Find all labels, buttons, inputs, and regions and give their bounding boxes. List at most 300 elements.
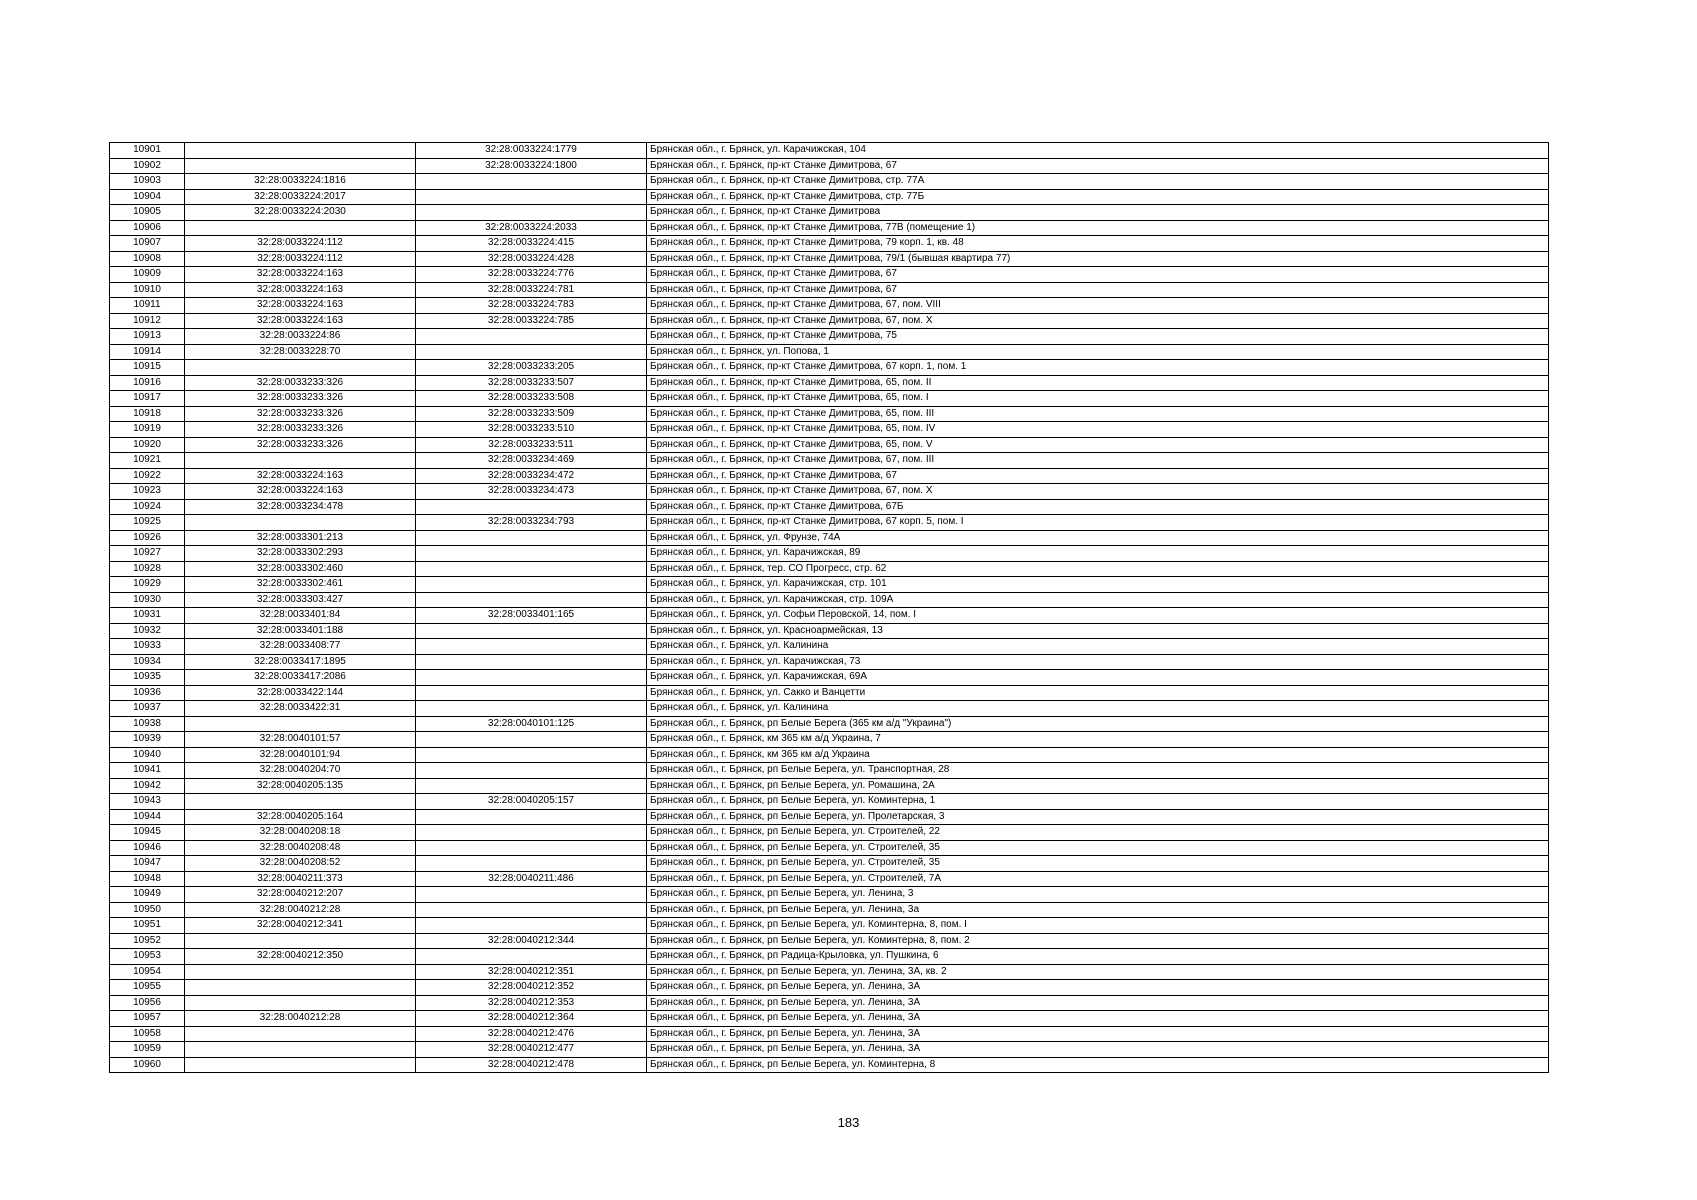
table-row (110, 515, 1549, 531)
table-row (110, 980, 1549, 996)
address-cell: Брянская обл., г. Брянск, ул. Карачижская, стр. 109А (647, 592, 1549, 608)
land-cadastral-number-cell: 32:28:0033224:163 (185, 282, 416, 298)
row-number-cell: 10926 (110, 530, 185, 546)
building-cadastral-number-cell (416, 778, 647, 794)
address-cell: Брянская обл., г. Брянск, рп Белые Берега, ул. Коминтерна, 8, пом. I (647, 918, 1549, 934)
address-cell: Брянская обл., г. Брянск, ул. Фрунзе, 74А (647, 530, 1549, 546)
row-number-cell: 10922 (110, 468, 185, 484)
address-cell: Брянская обл., г. Брянск, рп Белые Берега, ул. Ленина, 3А, кв. 2 (647, 964, 1549, 980)
table-row (110, 298, 1549, 314)
land-cadastral-number-cell (185, 158, 416, 174)
table-row (110, 732, 1549, 748)
row-number-cell: 10950 (110, 902, 185, 918)
row-number-cell: 10925 (110, 515, 185, 531)
address-cell: Брянская обл., г. Брянск, ул. Калинина (647, 701, 1549, 717)
building-cadastral-number-cell: 32:28:0033401:165 (416, 608, 647, 624)
address-cell: Брянская обл., г. Брянск, пр-кт Станке Димитрова, 75 (647, 329, 1549, 345)
row-number-cell: 10924 (110, 499, 185, 515)
land-cadastral-number-cell: 32:28:0040212:350 (185, 949, 416, 965)
row-number-cell: 10946 (110, 840, 185, 856)
address-cell: Брянская обл., г. Брянск, пр-кт Станке Димитрова, 67 (647, 267, 1549, 283)
land-cadastral-number-cell: 32:28:0033224:163 (185, 267, 416, 283)
row-number-cell: 10930 (110, 592, 185, 608)
row-number-cell: 10941 (110, 763, 185, 779)
building-cadastral-number-cell (416, 809, 647, 825)
land-cadastral-number-cell: 32:28:0033224:86 (185, 329, 416, 345)
land-cadastral-number-cell: 32:28:0033224:163 (185, 468, 416, 484)
land-cadastral-number-cell: 32:28:0040205:135 (185, 778, 416, 794)
table-row (110, 282, 1549, 298)
property-table (109, 142, 1549, 1073)
table-row (110, 174, 1549, 190)
land-cadastral-number-cell (185, 716, 416, 732)
land-cadastral-number-cell: 32:28:0040212:207 (185, 887, 416, 903)
building-cadastral-number-cell (416, 530, 647, 546)
address-cell: Брянская обл., г. Брянск, пр-кт Станке Димитрова, 67, пом. X (647, 313, 1549, 329)
land-cadastral-number-cell: 32:28:0033228:70 (185, 344, 416, 360)
building-cadastral-number-cell (416, 887, 647, 903)
land-cadastral-number-cell: 32:28:0033408:77 (185, 639, 416, 655)
row-number-cell: 10949 (110, 887, 185, 903)
address-cell: Брянская обл., г. Брянск, ул. Красноармейская, 13 (647, 623, 1549, 639)
table-row (110, 887, 1549, 903)
table-row (110, 949, 1549, 965)
building-cadastral-number-cell: 32:28:0040212:353 (416, 995, 647, 1011)
table-row (110, 809, 1549, 825)
address-cell: Брянская обл., г. Брянск, рп Белые Берега, ул. Ленина, 3а (647, 902, 1549, 918)
row-number-cell: 10932 (110, 623, 185, 639)
table-row (110, 267, 1549, 283)
land-cadastral-number-cell: 32:28:0033233:326 (185, 406, 416, 422)
building-cadastral-number-cell: 32:28:0040212:477 (416, 1042, 647, 1058)
address-cell: Брянская обл., г. Брянск, рп Белые Берега, ул. Ленина, 3А (647, 1042, 1549, 1058)
building-cadastral-number-cell (416, 174, 647, 190)
address-cell: Брянская обл., г. Брянск, рп Радица-Крыловка, ул. Пушкина, 6 (647, 949, 1549, 965)
address-cell: Брянская обл., г. Брянск, рп Белые Берега, ул. Ленина, 3 (647, 887, 1549, 903)
building-cadastral-number-cell (416, 902, 647, 918)
building-cadastral-number-cell: 32:28:0040101:125 (416, 716, 647, 732)
land-cadastral-number-cell: 32:28:0040212:28 (185, 1011, 416, 1027)
table-row (110, 654, 1549, 670)
table-row (110, 236, 1549, 252)
row-number-cell: 10954 (110, 964, 185, 980)
row-number-cell: 10918 (110, 406, 185, 422)
row-number-cell: 10910 (110, 282, 185, 298)
row-number-cell: 10928 (110, 561, 185, 577)
land-cadastral-number-cell: 32:28:0033224:2017 (185, 189, 416, 205)
row-number-cell: 10921 (110, 453, 185, 469)
building-cadastral-number-cell: 32:28:0033224:783 (416, 298, 647, 314)
building-cadastral-number-cell (416, 701, 647, 717)
address-cell: Брянская обл., г. Брянск, ул. Попова, 1 (647, 344, 1549, 360)
address-cell: Брянская обл., г. Брянск, пр-кт Станке Димитрова, 67 корп. 5, пом. I (647, 515, 1549, 531)
building-cadastral-number-cell: 32:28:0040211:486 (416, 871, 647, 887)
table-row (110, 918, 1549, 934)
address-cell: Брянская обл., г. Брянск, рп Белые Берега, ул. Коминтерна, 1 (647, 794, 1549, 810)
address-cell: Брянская обл., г. Брянск, ул. Калинина (647, 639, 1549, 655)
building-cadastral-number-cell (416, 670, 647, 686)
table-row (110, 623, 1549, 639)
address-cell: Брянская обл., г. Брянск, пр-кт Станке Димитрова, 67 (647, 282, 1549, 298)
building-cadastral-number-cell (416, 856, 647, 872)
building-cadastral-number-cell (416, 561, 647, 577)
building-cadastral-number-cell: 32:28:0040205:157 (416, 794, 647, 810)
land-cadastral-number-cell (185, 995, 416, 1011)
address-cell: Брянская обл., г. Брянск, рп Белые Берега, ул. Ленина, 3А (647, 1026, 1549, 1042)
land-cadastral-number-cell: 32:28:0040208:52 (185, 856, 416, 872)
building-cadastral-number-cell (416, 918, 647, 934)
address-cell: Брянская обл., г. Брянск, пр-кт Станке Димитрова, 67, пом. III (647, 453, 1549, 469)
address-cell: Брянская обл., г. Брянск, пр-кт Станке Димитрова, 79 корп. 1, кв. 48 (647, 236, 1549, 252)
row-number-cell: 10936 (110, 685, 185, 701)
address-cell: Брянская обл., г. Брянск, пр-кт Станке Димитрова, 65, пом. I (647, 391, 1549, 407)
building-cadastral-number-cell: 32:28:0033224:781 (416, 282, 647, 298)
table-row (110, 205, 1549, 221)
building-cadastral-number-cell: 32:28:0033234:473 (416, 484, 647, 500)
row-number-cell: 10917 (110, 391, 185, 407)
row-number-cell: 10948 (110, 871, 185, 887)
building-cadastral-number-cell (416, 685, 647, 701)
address-cell: Брянская обл., г. Брянск, рп Белые Берега, ул. Ленина, 3А (647, 995, 1549, 1011)
land-cadastral-number-cell: 32:28:0033302:460 (185, 561, 416, 577)
land-cadastral-number-cell: 32:28:0040205:164 (185, 809, 416, 825)
address-cell: Брянская обл., г. Брянск, ул. Карачижская, стр. 101 (647, 577, 1549, 593)
building-cadastral-number-cell: 32:28:0040212:344 (416, 933, 647, 949)
building-cadastral-number-cell: 32:28:0040212:352 (416, 980, 647, 996)
building-cadastral-number-cell: 32:28:0033224:1779 (416, 143, 647, 159)
address-cell: Брянская обл., г. Брянск, пр-кт Станке Димитрова, 67, пом. X (647, 484, 1549, 500)
table-row (110, 329, 1549, 345)
land-cadastral-number-cell: 32:28:0033233:326 (185, 437, 416, 453)
row-number-cell: 10906 (110, 220, 185, 236)
table-row (110, 484, 1549, 500)
address-cell: Брянская обл., г. Брянск, ул. Карачижская, 73 (647, 654, 1549, 670)
land-cadastral-number-cell (185, 964, 416, 980)
land-cadastral-number-cell: 32:28:0040208:48 (185, 840, 416, 856)
table-row (110, 1026, 1549, 1042)
row-number-cell: 10944 (110, 809, 185, 825)
row-number-cell: 10915 (110, 360, 185, 376)
table-row (110, 1057, 1549, 1073)
table-row (110, 143, 1549, 159)
row-number-cell: 10947 (110, 856, 185, 872)
row-number-cell: 10960 (110, 1057, 185, 1073)
building-cadastral-number-cell: 32:28:0033233:508 (416, 391, 647, 407)
row-number-cell: 10908 (110, 251, 185, 267)
address-cell: Брянская обл., г. Брянск, тер. СО Прогресс, стр. 62 (647, 561, 1549, 577)
land-cadastral-number-cell (185, 980, 416, 996)
address-cell: Брянская обл., г. Брянск, рп Белые Берега, ул. Пролетарская, 3 (647, 809, 1549, 825)
row-number-cell: 10945 (110, 825, 185, 841)
building-cadastral-number-cell (416, 344, 647, 360)
table-row (110, 701, 1549, 717)
row-number-cell: 10905 (110, 205, 185, 221)
address-cell: Брянская обл., г. Брянск, пр-кт Станке Димитрова, 77В (помещение 1) (647, 220, 1549, 236)
table-row (110, 778, 1549, 794)
land-cadastral-number-cell: 32:28:0033224:163 (185, 484, 416, 500)
table-row (110, 189, 1549, 205)
address-cell: Брянская обл., г. Брянск, ул. Сакко и Ванцетти (647, 685, 1549, 701)
table-row (110, 437, 1549, 453)
row-number-cell: 10943 (110, 794, 185, 810)
table-row (110, 995, 1549, 1011)
land-cadastral-number-cell: 32:28:0033417:2086 (185, 670, 416, 686)
address-cell: Брянская обл., г. Брянск, рп Белые Берега (365 км а/д "Украина") (647, 716, 1549, 732)
table-row (110, 1011, 1549, 1027)
land-cadastral-number-cell (185, 515, 416, 531)
row-number-cell: 10933 (110, 639, 185, 655)
table-row (110, 902, 1549, 918)
address-cell: Брянская обл., г. Брянск, пр-кт Станке Димитрова, 67, пом. VIII (647, 298, 1549, 314)
table-row (110, 561, 1549, 577)
building-cadastral-number-cell (416, 639, 647, 655)
row-number-cell: 10934 (110, 654, 185, 670)
land-cadastral-number-cell (185, 933, 416, 949)
row-number-cell: 10957 (110, 1011, 185, 1027)
row-number-cell: 10955 (110, 980, 185, 996)
row-number-cell: 10940 (110, 747, 185, 763)
land-cadastral-number-cell: 32:28:0033224:112 (185, 236, 416, 252)
table-row (110, 933, 1549, 949)
land-cadastral-number-cell: 32:28:0033417:1895 (185, 654, 416, 670)
building-cadastral-number-cell (416, 329, 647, 345)
building-cadastral-number-cell (416, 189, 647, 205)
building-cadastral-number-cell (416, 546, 647, 562)
row-number-cell: 10937 (110, 701, 185, 717)
land-cadastral-number-cell: 32:28:0033301:213 (185, 530, 416, 546)
row-number-cell: 10903 (110, 174, 185, 190)
building-cadastral-number-cell: 32:28:0033233:510 (416, 422, 647, 438)
land-cadastral-number-cell: 32:28:0033224:1816 (185, 174, 416, 190)
table-row (110, 158, 1549, 174)
address-cell: Брянская обл., г. Брянск, пр-кт Станке Димитрова, 67 (647, 158, 1549, 174)
table-row (110, 530, 1549, 546)
row-number-cell: 10938 (110, 716, 185, 732)
table-row (110, 499, 1549, 515)
table-row (110, 825, 1549, 841)
table-row (110, 344, 1549, 360)
address-cell: Брянская обл., г. Брянск, пр-кт Станке Димитрова (647, 205, 1549, 221)
row-number-cell: 10907 (110, 236, 185, 252)
building-cadastral-number-cell (416, 825, 647, 841)
table-row (110, 716, 1549, 732)
address-cell: Брянская обл., г. Брянск, пр-кт Станке Димитрова, 65, пом. V (647, 437, 1549, 453)
table-row (110, 871, 1549, 887)
building-cadastral-number-cell: 32:28:0033233:507 (416, 375, 647, 391)
row-number-cell: 10923 (110, 484, 185, 500)
address-cell: Брянская обл., г. Брянск, ул. Софьи Перовской, 14, пом. I (647, 608, 1549, 624)
table-row (110, 453, 1549, 469)
table-row (110, 220, 1549, 236)
land-cadastral-number-cell: 32:28:0033303:427 (185, 592, 416, 608)
page-number: 183 (837, 1115, 860, 1130)
address-cell: Брянская обл., г. Брянск, рп Белые Берега, ул. Строителей, 22 (647, 825, 1549, 841)
land-cadastral-number-cell: 32:28:0040212:28 (185, 902, 416, 918)
table-row (110, 391, 1549, 407)
address-cell: Брянская обл., г. Брянск, ул. Карачижская, 104 (647, 143, 1549, 159)
land-cadastral-number-cell: 32:28:0033234:478 (185, 499, 416, 515)
address-cell: Брянская обл., г. Брянск, пр-кт Станке Димитрова, 65, пом. III (647, 406, 1549, 422)
building-cadastral-number-cell (416, 949, 647, 965)
address-cell: Брянская обл., г. Брянск, рп Белые Берега, ул. Транспортная, 28 (647, 763, 1549, 779)
row-number-cell: 10939 (110, 732, 185, 748)
building-cadastral-number-cell (416, 205, 647, 221)
building-cadastral-number-cell: 32:28:0033224:428 (416, 251, 647, 267)
building-cadastral-number-cell (416, 840, 647, 856)
address-cell: Брянская обл., г. Брянск, пр-кт Станке Димитрова, 65, пом. II (647, 375, 1549, 391)
address-cell: Брянская обл., г. Брянск, рп Белые Берега, ул. Строителей, 35 (647, 856, 1549, 872)
address-cell: Брянская обл., г. Брянск, рп Белые Берега, ул. Коминтерна, 8 (647, 1057, 1549, 1073)
row-number-cell: 10914 (110, 344, 185, 360)
building-cadastral-number-cell: 32:28:0040212:476 (416, 1026, 647, 1042)
address-cell: Брянская обл., г. Брянск, рп Белые Берега, ул. Ромашина, 2А (647, 778, 1549, 794)
building-cadastral-number-cell: 32:28:0040212:478 (416, 1057, 647, 1073)
table-row (110, 794, 1549, 810)
land-cadastral-number-cell: 32:28:0033224:112 (185, 251, 416, 267)
building-cadastral-number-cell: 32:28:0033234:469 (416, 453, 647, 469)
row-number-cell: 10959 (110, 1042, 185, 1058)
building-cadastral-number-cell (416, 592, 647, 608)
address-cell: Брянская обл., г. Брянск, км 365 км а/д Украина, 7 (647, 732, 1549, 748)
land-cadastral-number-cell: 32:28:0033224:163 (185, 298, 416, 314)
address-cell: Брянская обл., г. Брянск, рп Белые Берега, ул. Ленина, 3А (647, 980, 1549, 996)
address-cell: Брянская обл., г. Брянск, ул. Карачижская, 69А (647, 670, 1549, 686)
row-number-cell: 10901 (110, 143, 185, 159)
table-row (110, 375, 1549, 391)
land-cadastral-number-cell: 32:28:0040204:70 (185, 763, 416, 779)
land-cadastral-number-cell: 32:28:0033233:326 (185, 375, 416, 391)
land-cadastral-number-cell: 32:28:0033422:31 (185, 701, 416, 717)
building-cadastral-number-cell: 32:28:0033224:1800 (416, 158, 647, 174)
land-cadastral-number-cell: 32:28:0040101:57 (185, 732, 416, 748)
row-number-cell: 10927 (110, 546, 185, 562)
land-cadastral-number-cell: 32:28:0033302:461 (185, 577, 416, 593)
land-cadastral-number-cell (185, 794, 416, 810)
row-number-cell: 10956 (110, 995, 185, 1011)
land-cadastral-number-cell: 32:28:0033224:2030 (185, 205, 416, 221)
land-cadastral-number-cell: 32:28:0040208:18 (185, 825, 416, 841)
table-row (110, 608, 1549, 624)
row-number-cell: 10911 (110, 298, 185, 314)
row-number-cell: 10916 (110, 375, 185, 391)
row-number-cell: 10942 (110, 778, 185, 794)
table-row (110, 856, 1549, 872)
table-row (110, 251, 1549, 267)
building-cadastral-number-cell (416, 732, 647, 748)
row-number-cell: 10935 (110, 670, 185, 686)
row-number-cell: 10931 (110, 608, 185, 624)
address-cell: Брянская обл., г. Брянск, ул. Карачижская, 89 (647, 546, 1549, 562)
land-cadastral-number-cell: 32:28:0040211:373 (185, 871, 416, 887)
land-cadastral-number-cell: 32:28:0033233:326 (185, 391, 416, 407)
table-row (110, 639, 1549, 655)
address-cell: Брянская обл., г. Брянск, пр-кт Станке Димитрова, стр. 77Б (647, 189, 1549, 205)
address-cell: Брянская обл., г. Брянск, км 365 км а/д Украина (647, 747, 1549, 763)
row-number-cell: 10958 (110, 1026, 185, 1042)
land-cadastral-number-cell (185, 1057, 416, 1073)
building-cadastral-number-cell (416, 747, 647, 763)
row-number-cell: 10929 (110, 577, 185, 593)
building-cadastral-number-cell (416, 763, 647, 779)
table-row (110, 964, 1549, 980)
table-row (110, 577, 1549, 593)
building-cadastral-number-cell: 32:28:0033233:511 (416, 437, 647, 453)
row-number-cell: 10952 (110, 933, 185, 949)
table-row (110, 360, 1549, 376)
row-number-cell: 10902 (110, 158, 185, 174)
building-cadastral-number-cell: 32:28:0040212:351 (416, 964, 647, 980)
row-number-cell: 10951 (110, 918, 185, 934)
land-cadastral-number-cell: 32:28:0040101:94 (185, 747, 416, 763)
table-row (110, 313, 1549, 329)
building-cadastral-number-cell (416, 499, 647, 515)
building-cadastral-number-cell: 32:28:0033233:509 (416, 406, 647, 422)
land-cadastral-number-cell: 32:28:0040212:341 (185, 918, 416, 934)
building-cadastral-number-cell: 32:28:0033224:415 (416, 236, 647, 252)
land-cadastral-number-cell: 32:28:0033233:326 (185, 422, 416, 438)
land-cadastral-number-cell: 32:28:0033422:144 (185, 685, 416, 701)
address-cell: Брянская обл., г. Брянск, рп Белые Берега, ул. Строителей, 7А (647, 871, 1549, 887)
land-cadastral-number-cell (185, 1026, 416, 1042)
table-row (110, 468, 1549, 484)
building-cadastral-number-cell: 32:28:0033224:785 (416, 313, 647, 329)
building-cadastral-number-cell: 32:28:0033224:776 (416, 267, 647, 283)
building-cadastral-number-cell: 32:28:0033234:472 (416, 468, 647, 484)
address-cell: Брянская обл., г. Брянск, пр-кт Станке Димитрова, 67 (647, 468, 1549, 484)
land-cadastral-number-cell (185, 143, 416, 159)
row-number-cell: 10909 (110, 267, 185, 283)
land-cadastral-number-cell (185, 360, 416, 376)
table-row (110, 747, 1549, 763)
address-cell: Брянская обл., г. Брянск, рп Белые Берега, ул. Строителей, 35 (647, 840, 1549, 856)
row-number-cell: 10920 (110, 437, 185, 453)
table-row (110, 685, 1549, 701)
table-row (110, 763, 1549, 779)
land-cadastral-number-cell (185, 453, 416, 469)
row-number-cell: 10904 (110, 189, 185, 205)
row-number-cell: 10912 (110, 313, 185, 329)
table-row (110, 592, 1549, 608)
land-cadastral-number-cell: 32:28:0033224:163 (185, 313, 416, 329)
address-cell: Брянская обл., г. Брянск, пр-кт Станке Димитрова, 67Б (647, 499, 1549, 515)
land-cadastral-number-cell: 32:28:0033401:188 (185, 623, 416, 639)
table-row (110, 422, 1549, 438)
address-cell: Брянская обл., г. Брянск, пр-кт Станке Димитрова, 79/1 (бывшая квартира 77) (647, 251, 1549, 267)
address-cell: Брянская обл., г. Брянск, пр-кт Станке Димитрова, 67 корп. 1, пом. 1 (647, 360, 1549, 376)
address-cell: Брянская обл., г. Брянск, рп Белые Берега, ул. Коминтерна, 8, пом. 2 (647, 933, 1549, 949)
land-cadastral-number-cell: 32:28:0033401:84 (185, 608, 416, 624)
land-cadastral-number-cell (185, 1042, 416, 1058)
row-number-cell: 10953 (110, 949, 185, 965)
building-cadastral-number-cell: 32:28:0033224:2033 (416, 220, 647, 236)
address-cell: Брянская обл., г. Брянск, рп Белые Берега, ул. Ленина, 3А (647, 1011, 1549, 1027)
table-row (110, 670, 1549, 686)
building-cadastral-number-cell (416, 623, 647, 639)
land-cadastral-number-cell (185, 220, 416, 236)
row-number-cell: 10913 (110, 329, 185, 345)
land-cadastral-number-cell: 32:28:0033302:293 (185, 546, 416, 562)
address-cell: Брянская обл., г. Брянск, пр-кт Станке Димитрова, стр. 77А (647, 174, 1549, 190)
table-row (110, 546, 1549, 562)
building-cadastral-number-cell (416, 654, 647, 670)
building-cadastral-number-cell (416, 577, 647, 593)
table-row (110, 1042, 1549, 1058)
building-cadastral-number-cell: 32:28:0033234:793 (416, 515, 647, 531)
table-row (110, 406, 1549, 422)
building-cadastral-number-cell: 32:28:0040212:364 (416, 1011, 647, 1027)
building-cadastral-number-cell: 32:28:0033233:205 (416, 360, 647, 376)
property-table-body (110, 143, 1549, 1073)
